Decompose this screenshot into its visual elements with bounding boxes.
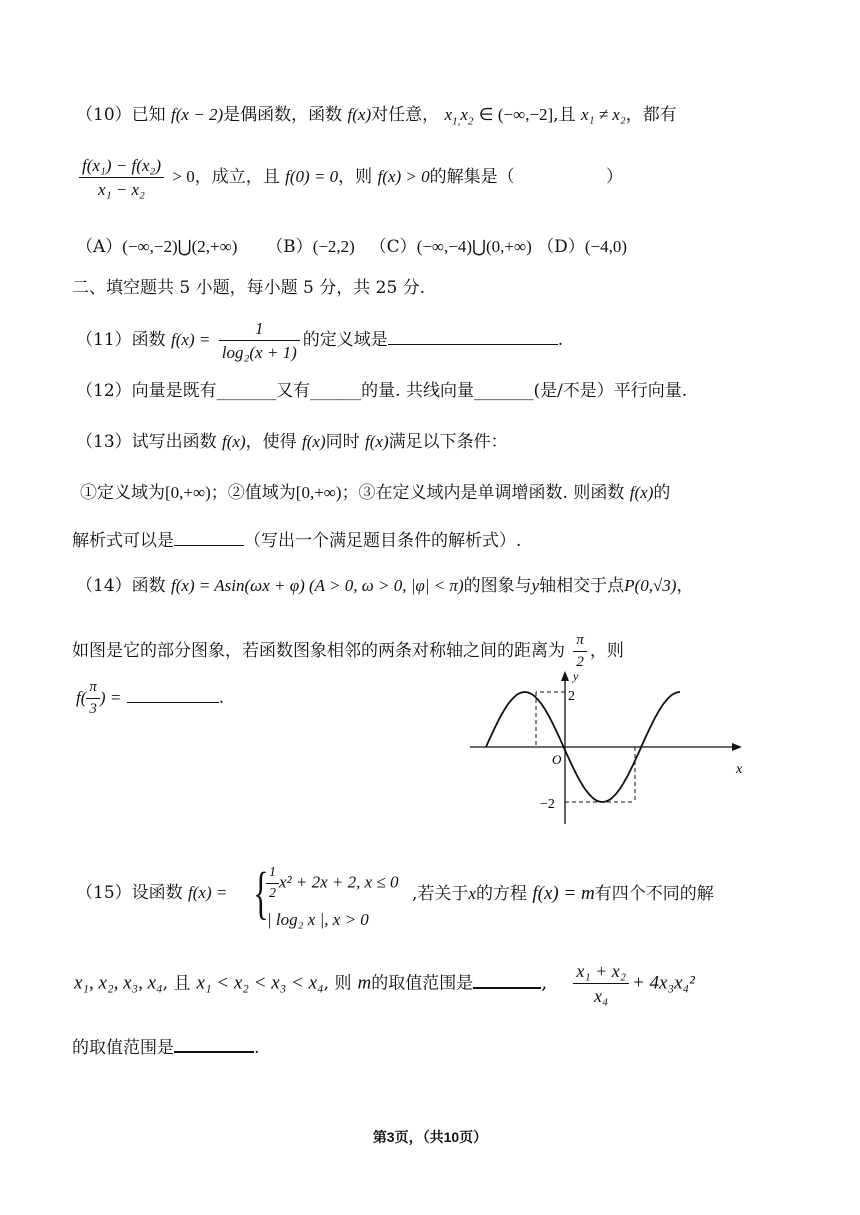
x-axis-arrow: [732, 743, 742, 751]
q14-answer-blank[interactable]: [127, 688, 219, 703]
option-d[interactable]: （D）(−4,0): [537, 237, 627, 257]
q11-answer-blank[interactable]: [388, 330, 558, 345]
q14-fraction: $\frac{\pi}{2}$: [573, 633, 587, 670]
q15-line3: 的取值范围是 .: [72, 1038, 260, 1058]
q15-answer-blank-2[interactable]: [174, 1037, 254, 1053]
q14-line3: f( $\frac{\pi}{3}$ ) = .: [76, 679, 225, 717]
q14-line2: 如图是它的部分图象，若函数图象相邻的两条对称轴之间的距离为 $\frac{\pi}{2}$ ，则: [72, 632, 624, 670]
y-axis-label: y: [573, 669, 579, 683]
origin-label: O: [552, 752, 562, 767]
q10-line1: （10）已知 f(x − 2)是偶函数，函数 f(x)对任意， $x_{1,}x_2$ ∈ (−∞,−2],且 x₁ ≠ x₂，都有: [76, 105, 677, 128]
y-min-label: −2: [540, 797, 555, 812]
q10-options: [76, 238, 627, 256]
q11-fraction: $\frac{1}{\text{log₂(x + 1)}}$: [219, 320, 300, 361]
option-c[interactable]: （C）(−∞,−4)⋃(0,+∞): [369, 237, 532, 257]
q13-line2: ①定义域为[0,+∞)；②值域为[0,+∞)；③在定义域内是单调增函数. 则函数 f(x)的: [80, 483, 671, 503]
option-b[interactable]: （B）(−2,2): [266, 237, 355, 257]
q11-line: （11）函数 f(x) = $\frac{1}{\text{log₂(x + 1)}}$ 的定义域是 .: [76, 319, 564, 362]
y-axis-arrow: [561, 671, 569, 681]
y-max-label: 2: [568, 689, 575, 704]
q10-number: （10）: [76, 105, 132, 125]
option-a[interactable]: （A）(−∞,−2)⋃(2,+∞): [76, 237, 238, 257]
x-axis-label: x: [736, 762, 743, 777]
q13-line3: 解析式可以是 （写出一个满足题目条件的解析式）.: [72, 531, 522, 551]
page-footer: 第3页，（共10页）: [372, 1129, 488, 1145]
q14-line1: （14）函数 f(x) = Asin(ωx + φ) (A > 0, ω > 0, |φ| < π)的图象与y轴相交于点P(0,√3)，: [76, 576, 694, 596]
q15-answer-blank-1[interactable]: [473, 973, 541, 989]
sine-graph: [470, 668, 770, 828]
q10-line2: $\frac{\text{f(x₁) − f(x₂)}}{\text{x₁ − x₂}}$ > 0，成立，且 f(0) = 0，则 f(x) > 0的解集是（ ）: [76, 157, 623, 198]
q13-line1: （13）试写出函数 f(x)，使得 f(x)同时 f(x)满足以下条件：: [76, 432, 508, 452]
section-heading: 二、填空题共 5 小题，每小题 5 分，共 25 分.: [72, 278, 426, 298]
q13-answer-blank[interactable]: [174, 531, 244, 546]
q12-line: （12）向量是既有_______又有______的量. 共线向量_______(是/不是）平行向量.: [76, 381, 688, 401]
q15-line2: x₁, x₂, x₃, x₄, 且 x₁ < x₂ < x₃ < x₄, 则 m的取值范围是 , $\frac{\text{x₁ + x₂}}{\text{x₄}}$ + 4x₃x₄²: [74, 961, 695, 1006]
q10-fraction: $\frac{\text{f(x₁) − f(x₂)}}{\text{x₁ − x₂}}$: [79, 157, 164, 198]
